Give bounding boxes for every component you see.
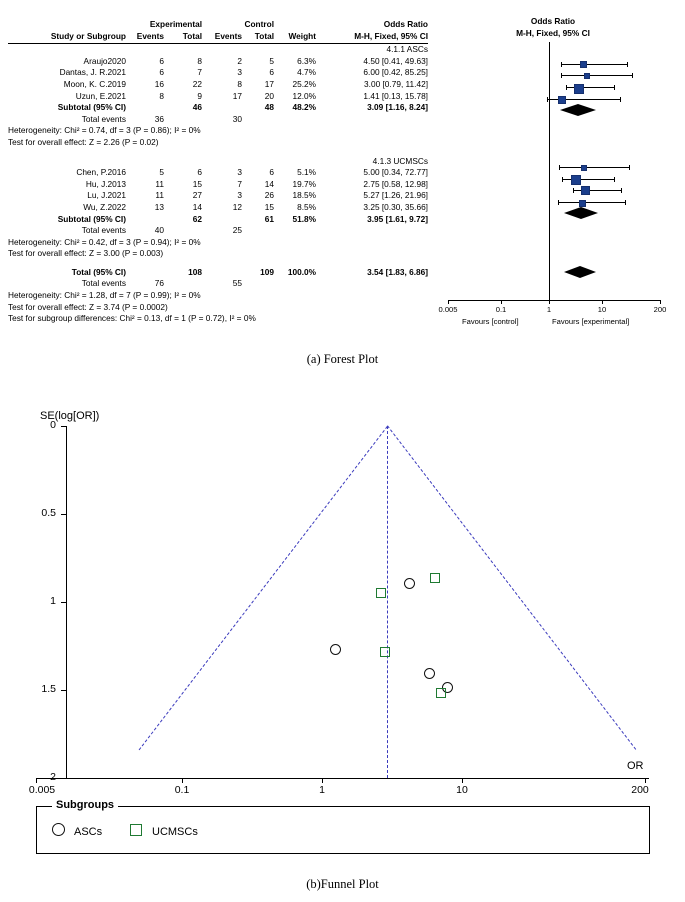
weight: 18.5% xyxy=(292,190,316,201)
subgroup-title-row xyxy=(8,44,428,56)
x-tick-label: 0.005 xyxy=(438,305,458,314)
point-ascs xyxy=(330,644,341,655)
study-label: Lu, J.2021 xyxy=(87,190,126,201)
x-tick xyxy=(549,300,550,304)
effect-marker xyxy=(580,61,587,68)
effect-marker xyxy=(558,96,566,104)
subtotal-ctrl-total: 61 xyxy=(264,213,274,224)
x-tick-label: 10 xyxy=(456,784,468,796)
x-tick xyxy=(602,300,603,304)
point-ucmscs xyxy=(376,588,386,598)
ci-cap-right xyxy=(627,62,628,67)
overall-effect-row xyxy=(8,248,428,260)
study-label: Chen, P.2016 xyxy=(76,167,126,178)
subtotal-label: Subtotal (95% CI) xyxy=(57,102,126,113)
heterogeneity-row xyxy=(8,125,428,137)
exp-events: 16 xyxy=(154,78,164,89)
x-tick-label: 1 xyxy=(546,305,552,314)
exp-events: 6 xyxy=(159,55,164,66)
table-column-header-row xyxy=(8,31,428,44)
effect-marker xyxy=(574,84,584,94)
ci-cap-left xyxy=(559,165,560,170)
forest-plot-table xyxy=(8,16,428,325)
ci-cap-right xyxy=(621,188,622,193)
funnel-center-line xyxy=(387,426,388,778)
total-weight: 100.0% xyxy=(287,266,316,277)
or-ci: 3.00 [0.79, 11.42] xyxy=(364,78,428,89)
subtotal-diamond xyxy=(560,104,596,116)
study-label: Moon, K. C.2019 xyxy=(63,78,126,89)
subgroup-label-ucmscs: 4.1.3 UCMSCs xyxy=(372,155,428,166)
y-tick xyxy=(61,514,66,515)
heterogeneity-row xyxy=(8,237,428,249)
total-exp-total: 108 xyxy=(188,266,202,277)
spacer-row xyxy=(8,260,428,267)
funnel-x-axis xyxy=(36,778,649,779)
subtotal-exp-events xyxy=(126,102,164,114)
ci-cap-right xyxy=(614,177,615,182)
blank xyxy=(164,114,202,126)
ctrl-total: 14 xyxy=(264,178,274,189)
ctrl-events: 8 xyxy=(237,78,242,89)
overall-effect-text: Test for overall effect: Z = 3.74 (P = 0.0002) xyxy=(8,301,168,312)
x-tick xyxy=(182,778,183,783)
table-row xyxy=(8,202,428,214)
col-weight: Weight xyxy=(274,31,316,44)
subtotal-diamond xyxy=(564,207,598,219)
total-ctrl-total: 109 xyxy=(260,266,274,277)
table-row xyxy=(8,79,428,91)
exp-events: 13 xyxy=(154,201,164,212)
heterogeneity-text: Heterogeneity: Chi² = 0.74, df = 3 (P = 0.86); I² = 0% xyxy=(8,125,201,136)
ci-line xyxy=(559,167,629,168)
weight: 8.5% xyxy=(297,201,316,212)
ctrl-events: 12 xyxy=(232,201,242,212)
funnel-plot xyxy=(0,382,685,872)
x-tick-label: 0.1 xyxy=(495,305,507,314)
ci-cap-left xyxy=(566,85,567,90)
header-odds-ratio: Odds Ratio xyxy=(383,19,428,29)
spacer-row xyxy=(8,149,428,156)
y-tick-label: 0 xyxy=(50,419,56,431)
legend-label-ucmscs: UCMSCs xyxy=(152,826,198,838)
y-tick xyxy=(61,602,66,603)
exp-total: 9 xyxy=(197,90,202,101)
x-tick-label: 200 xyxy=(653,305,667,314)
ci-cap-right xyxy=(620,97,621,102)
col-or-ci: M-H, Fixed, 95% CI xyxy=(316,31,428,44)
or-ci: 2.75 [0.58, 12.98] xyxy=(363,178,428,189)
x-tick-label: 10 xyxy=(597,305,607,314)
effect-marker xyxy=(581,165,587,171)
table-row xyxy=(8,179,428,191)
blank xyxy=(202,267,242,279)
subtotal-or-ci: 3.09 [1.16, 8.24] xyxy=(367,102,428,113)
study-label: Dantas, J. R.2021 xyxy=(59,67,126,78)
table-group-header-row xyxy=(8,16,428,31)
subtotal-label: Subtotal (95% CI) xyxy=(57,213,126,224)
blank xyxy=(126,267,164,279)
forest-plot-graph xyxy=(428,16,678,336)
ctrl-events: 3 xyxy=(237,167,242,178)
x-tick-label: 0.1 xyxy=(174,784,190,796)
ci-line xyxy=(561,64,627,65)
total-events-row xyxy=(8,278,428,290)
blank xyxy=(126,214,164,226)
funnel-line-left xyxy=(139,426,388,750)
subtotal-ctrl-total: 48 xyxy=(264,102,274,113)
point-ucmscs xyxy=(380,647,390,657)
heterogeneity-text: Heterogeneity: Chi² = 1.28, df = 7 (P = 0.99); I² = 0% xyxy=(8,290,201,301)
funnel-x-axis-label: OR xyxy=(627,760,644,772)
total-events-exp: 36 xyxy=(154,113,164,124)
or-ci: 4.50 [0.41, 49.63] xyxy=(363,55,428,66)
col-ctrl-total: Total xyxy=(242,31,274,44)
point-ascs xyxy=(404,578,415,589)
funnel-y-axis xyxy=(66,426,67,778)
overall-effect-row xyxy=(8,302,428,314)
y-tick xyxy=(61,690,66,691)
funnel-line-right xyxy=(387,425,636,749)
header-control: Control xyxy=(244,19,274,29)
weight: 19.7% xyxy=(292,178,316,189)
exp-events: 11 xyxy=(155,190,164,201)
point-ucmscs xyxy=(436,688,446,698)
ci-cap-right xyxy=(625,200,626,205)
ctrl-total: 26 xyxy=(264,190,274,201)
overall-effect-row xyxy=(8,137,428,149)
x-tick-label: 200 xyxy=(631,784,649,796)
ctrl-events: 3 xyxy=(237,190,242,201)
forest-graph-model: M-H, Fixed, 95% CI xyxy=(516,27,590,38)
x-tick xyxy=(660,300,661,304)
point-ucmscs xyxy=(430,573,440,583)
exp-total: 27 xyxy=(192,190,202,201)
exp-total: 22 xyxy=(192,78,202,89)
total-row xyxy=(8,267,428,279)
blank xyxy=(274,114,316,126)
subtotal-row xyxy=(8,214,428,226)
ctrl-total: 6 xyxy=(269,167,274,178)
x-tick-label: 0.005 xyxy=(28,784,56,796)
legend-square-icon xyxy=(130,824,142,836)
exp-total: 7 xyxy=(197,67,202,78)
spacer-cell xyxy=(8,16,126,31)
effect-marker xyxy=(571,175,581,185)
weight: 5.1% xyxy=(297,167,316,178)
ctrl-total: 20 xyxy=(264,90,274,101)
total-diamond xyxy=(564,266,596,278)
total-or-ci: 3.54 [1.83, 6.86] xyxy=(367,266,428,277)
subgroup-differences-text: Test for subgroup differences: Chi² = 0.13, df = 1 (P = 0.72), I² = 0% xyxy=(8,313,256,324)
exp-total: 8 xyxy=(197,55,202,66)
weight: 6.3% xyxy=(297,55,316,66)
favours-control-label: Favours [control] xyxy=(462,317,519,326)
heterogeneity-row xyxy=(8,290,428,302)
forest-graph-title: Odds Ratio xyxy=(530,16,576,26)
col-study-or-subgroup: Study or Subgroup xyxy=(8,31,126,44)
ci-cap-left xyxy=(561,62,562,67)
exp-total: 15 xyxy=(192,178,202,189)
total-events-row xyxy=(8,225,428,237)
table-row xyxy=(8,91,428,103)
ci-cap-left xyxy=(561,73,562,78)
header-experimental: Experimental xyxy=(149,19,202,29)
blank xyxy=(316,278,428,290)
ctrl-events: 2 xyxy=(237,55,242,66)
x-tick-label: 1 xyxy=(319,784,325,796)
subgroup-differences-row xyxy=(8,313,428,325)
subtotal-or-ci: 3.95 [1.61, 9.72] xyxy=(367,213,428,224)
y-tick xyxy=(61,426,66,427)
or-ci: 5.27 [1.26, 21.96] xyxy=(363,190,428,201)
ctrl-events: 3 xyxy=(237,67,242,78)
blank xyxy=(242,114,274,126)
total-events-ctrl: 55 xyxy=(232,278,242,289)
weight: 25.2% xyxy=(292,78,316,89)
weight: 4.7% xyxy=(297,67,316,78)
total-events-ctrl: 30 xyxy=(232,113,242,124)
table-row xyxy=(8,67,428,79)
legend-circle-icon xyxy=(52,823,65,836)
exp-total: 14 xyxy=(192,201,202,212)
or-ci: 3.25 [0.30, 35.66] xyxy=(363,201,428,212)
col-ctrl-events: Events xyxy=(202,31,242,44)
point-ascs xyxy=(424,668,435,679)
forest-plot xyxy=(0,0,685,378)
x-tick xyxy=(36,778,37,783)
spacer-cell-2 xyxy=(274,16,316,31)
ctrl-events: 7 xyxy=(237,178,242,189)
or-ci: 1.41 [0.13, 15.78] xyxy=(363,90,428,101)
total-events-label: Total events xyxy=(81,225,126,236)
blank xyxy=(274,225,316,237)
subtotal-weight: 48.2% xyxy=(292,102,316,113)
ctrl-total: 17 xyxy=(264,78,274,89)
table-row xyxy=(8,190,428,202)
ci-cap-left xyxy=(573,188,574,193)
forest-graph-area xyxy=(448,42,660,300)
blank xyxy=(316,225,428,237)
total-events-label: Total events xyxy=(81,113,126,124)
total-events-row xyxy=(8,114,428,126)
x-tick xyxy=(448,300,449,304)
y-tick-label: 1.5 xyxy=(41,683,56,695)
subtotal-weight: 51.8% xyxy=(292,213,316,224)
study-label: Uzun, E.2021 xyxy=(75,90,126,101)
ci-cap-right xyxy=(629,165,630,170)
y-tick-label: 2 xyxy=(50,771,56,783)
ci-cap-left xyxy=(547,97,548,102)
x-tick xyxy=(501,300,502,304)
study-label: Araujo2020 xyxy=(83,55,126,66)
favours-experimental-label: Favours [experimental] xyxy=(552,317,630,326)
ci-cap-left xyxy=(558,200,559,205)
col-exp-total: Total xyxy=(164,31,202,44)
col-exp-events: Events xyxy=(126,31,164,44)
caption-forest-plot: (a) Forest Plot xyxy=(306,352,379,366)
blank xyxy=(242,225,274,237)
ci-cap-right xyxy=(614,85,615,90)
subgroup-label-ascs: 4.1.1 ASCs xyxy=(386,44,428,55)
or-ci: 6.00 [0.42, 85.25] xyxy=(363,67,428,78)
overall-effect-text: Test for overall effect: Z = 3.00 (P = 0.003) xyxy=(8,248,164,259)
effect-marker xyxy=(579,200,586,207)
ctrl-total: 5 xyxy=(269,55,274,66)
blank xyxy=(274,278,316,290)
study-label: Hu, J.2013 xyxy=(85,178,126,189)
caption-funnel-plot: (b)Funnel Plot xyxy=(306,877,379,891)
ctrl-total: 6 xyxy=(269,67,274,78)
blank xyxy=(164,225,202,237)
x-tick xyxy=(462,778,463,783)
null-effect-line xyxy=(549,42,550,300)
overall-effect-text: Test for overall effect: Z = 2.26 (P = 0.02) xyxy=(8,136,159,147)
subtotal-exp-total: 46 xyxy=(192,102,202,113)
blank xyxy=(164,278,202,290)
funnel-y-axis-label: SE(log[OR]) xyxy=(40,410,100,422)
y-tick xyxy=(61,778,66,779)
y-tick-label: 0.5 xyxy=(41,507,56,519)
x-tick xyxy=(645,778,646,783)
table-row xyxy=(8,167,428,179)
ci-line xyxy=(558,202,625,203)
exp-events: 11 xyxy=(155,178,164,189)
table-row xyxy=(8,56,428,68)
ci-line xyxy=(562,179,614,180)
ctrl-events: 17 xyxy=(232,90,242,101)
blank xyxy=(202,214,242,226)
y-tick-label: 1 xyxy=(50,595,56,607)
exp-events: 6 xyxy=(159,67,164,78)
subtotal-row xyxy=(8,102,428,114)
weight: 12.0% xyxy=(292,90,316,101)
total-events-exp: 76 xyxy=(154,278,164,289)
subtotal-ctrl-events xyxy=(202,102,242,114)
subgroup-title-row xyxy=(8,156,428,168)
exp-events: 8 xyxy=(159,90,164,101)
effect-marker xyxy=(581,186,590,195)
exp-events: 5 xyxy=(159,167,164,178)
subtotal-exp-total: 62 xyxy=(192,213,202,224)
ci-cap-left xyxy=(562,177,563,182)
total-events-ctrl: 25 xyxy=(232,225,242,236)
total-events-label: Total events xyxy=(81,278,126,289)
ci-cap-right xyxy=(632,73,633,78)
ctrl-total: 15 xyxy=(264,201,274,212)
funnel-legend xyxy=(36,806,650,854)
forest-x-axis xyxy=(448,300,660,301)
total-label: Total (95% CI) xyxy=(71,266,126,277)
study-label: Wu, Z.2022 xyxy=(83,201,126,212)
blank xyxy=(242,278,274,290)
heterogeneity-text: Heterogeneity: Chi² = 0.42, df = 3 (P = 0.94); I² = 0% xyxy=(8,236,201,247)
blank xyxy=(316,114,428,126)
x-tick xyxy=(322,778,323,783)
ci-line xyxy=(561,75,632,76)
exp-total: 6 xyxy=(197,167,202,178)
effect-marker xyxy=(584,73,590,79)
or-ci: 5.00 [0.34, 72.77] xyxy=(363,167,428,178)
funnel-legend-title: Subgroups xyxy=(52,799,118,811)
total-events-exp: 40 xyxy=(154,225,164,236)
legend-label-ascs: ASCs xyxy=(74,826,103,838)
